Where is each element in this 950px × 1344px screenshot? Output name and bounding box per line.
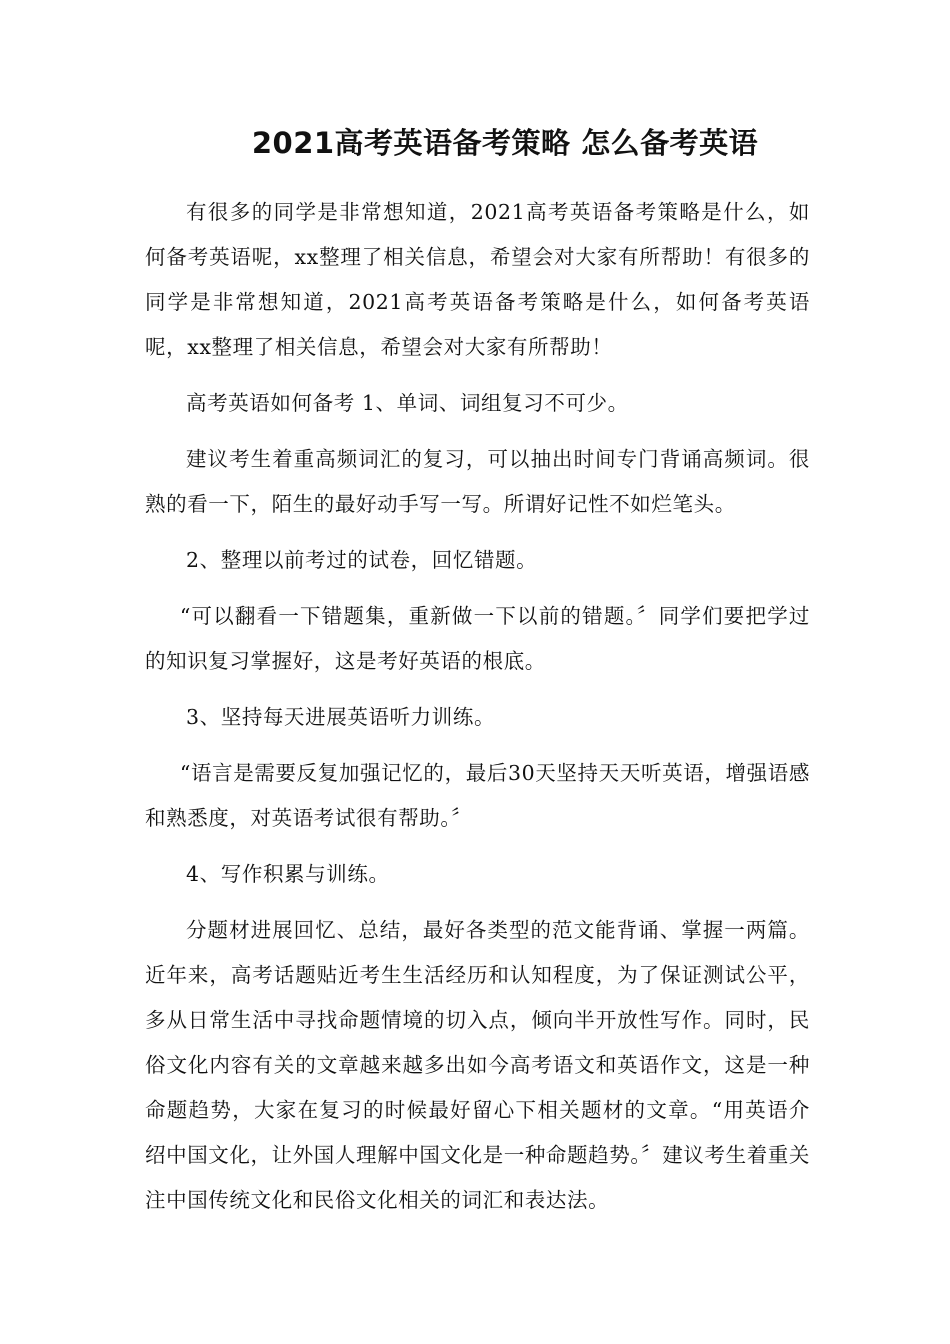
paragraph-vocabulary: 建议考生着重高频词汇的复习，可以抽出时间专门背诵高频词。很熟的看一下，陌生的最好动手写一写。所谓好记性不如烂笔头。 <box>145 447 810 516</box>
paragraph-heading-4: 4、写作积累与训练。 <box>186 862 390 886</box>
paragraph-intro: 有很多的同学是非常想知道，2021高考英语备考策略是什么，如何备考英语呢，xx整理了相关信息，希望会对大家有所帮助！有很多的同学是非常想知道，2021高考英语备考策略是什么，如何备考英语呢，xx整理了相关信息，希望会对大家有所帮助！ <box>145 200 810 359</box>
document-title: 2021高考英语备考策略 怎么备考英语 <box>251 126 759 160</box>
paragraph-heading-1: 高考英语如何备考 1、单词、词组复习不可少。 <box>186 391 629 415</box>
paragraph-error-review: “可以翻看一下错题集，重新做一下以前的错题。〞同学们要把学过的知识复习掌握好，这是考好英语的根底。 <box>145 604 810 673</box>
paragraph-listening: “语言是需要反复加强记忆的，最后30天坚持天天听英语，增强语感和熟悉度，对英语考试很有帮助。〞 <box>145 761 810 830</box>
paragraph-heading-3: 3、坚持每天进展英语听力训练。 <box>186 705 496 729</box>
paragraph-heading-2: 2、整理以前考过的试卷，回忆错题。 <box>186 548 538 572</box>
paragraph-writing: 分题材进展回忆、总结，最好各类型的范文能背诵、掌握一两篇。近年来，高考话题贴近考生生活经历和认知程度，为了保证测试公平，多从日常生活中寻找命题情境的切入点，倾向半开放性写作。同时，民俗文化内容有关的文章越来越多出如今高考语文和英语作文，这是一种命题趋势，大家在复习的时候最好留心下相关题材的文章。“用英语介绍中国文化，让外国人理解中国文化是一种命题趋势。〞建议考生着重关注中国传统文化和民俗文化相关的词汇和表达法。 <box>145 918 810 1212</box>
document-body <box>145 190 810 1234</box>
